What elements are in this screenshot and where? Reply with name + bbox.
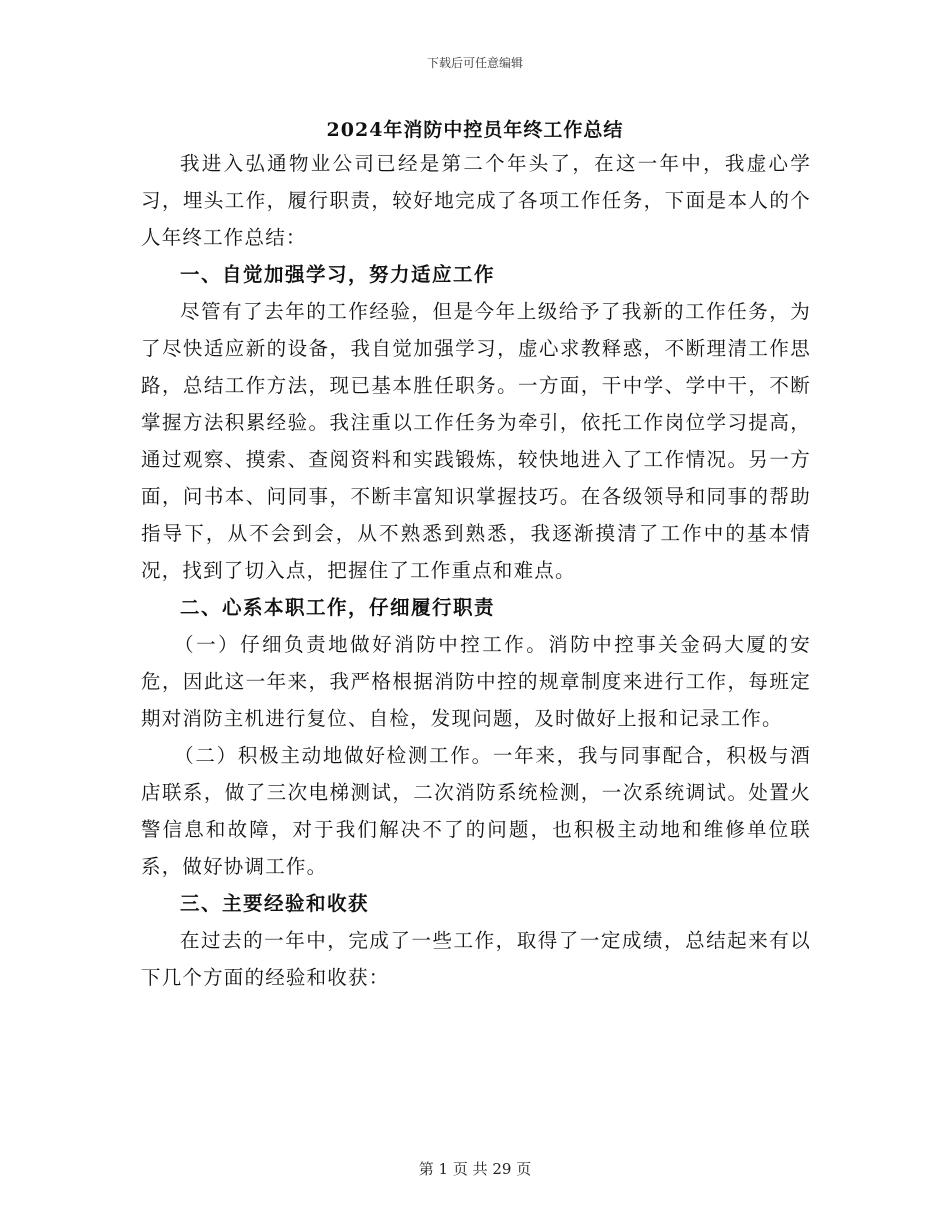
intro-paragraph: 我进入弘通物业公司已经是第二个年头了，在这一年中，我虚心学习，埋头工作，履行职责，较好地完成了各项工作任务，下面是本人的个人年终工作总结： bbox=[141, 152, 811, 249]
section-heading-1: 一、自觉加强学习，努力适应工作 bbox=[180, 263, 496, 286]
section-3-paragraph: 在过去的一年中，完成了一些工作，取得了一定成绩，总结起来有以下几个方面的经验和收获： bbox=[141, 929, 811, 989]
section-2-item-1: （一）仔细负责地做好消防中控工作。消防中控事关金码大厦的安危，因此这一年来，我严格根据消防中控的规章制度来进行工作，每班定期对消防主机进行复位、自检，发现问题，及时做好上报和记录工作。 bbox=[141, 633, 811, 730]
section-1-paragraph: 尽管有了去年的工作经验，但是今年上级给予了我新的工作任务，为了尽快适应新的设备，我自觉加强学习，虚心求教释惑，不断理清工作思路，总结工作方法，现已基本胜任职务。一方面，干中学、学中干，不断掌握方法积累经验。我注重以工作任务为牵引，依托工作岗位学习提高，通过观察、摸索、查阅资料和实践锻炼，较快地进入了工作情况。另一方面，问书本、问同事，不断丰富知识掌握技巧。在各级领导和同事的帮助指导下，从不会到会，从不熟悉到熟悉，我逐渐摸清了工作中的基本情况，找到了切入点，把握住了工作重点和难点。 bbox=[141, 300, 811, 582]
section-heading-3: 三、主要经验和收获 bbox=[180, 892, 370, 915]
page-number: 第 1 页 共 29 页 bbox=[418, 1160, 532, 1178]
document-title: 2024年消防中控员年终工作总结 bbox=[326, 119, 624, 141]
header-note: 下载后可任意编辑 bbox=[426, 56, 523, 70]
section-heading-2: 二、心系本职工作，仔细履行职责 bbox=[180, 596, 496, 619]
section-2-item-2: （二）积极主动地做好检测工作。一年来，我与同事配合，积极与酒店联系，做了三次电梯测试，二次消防系统检测，一次系统调试。处置火警信息和故障，对于我们解决不了的问题，也积极主动地和维修单位联系，做好协调工作。 bbox=[141, 744, 811, 878]
document-body bbox=[141, 145, 811, 996]
